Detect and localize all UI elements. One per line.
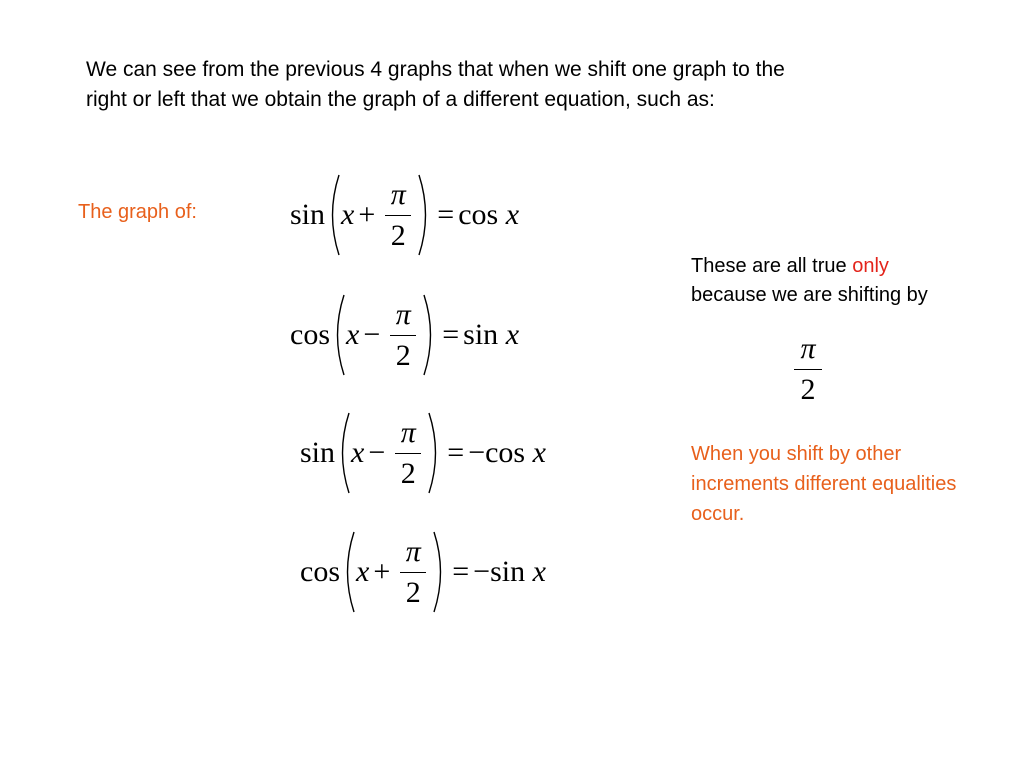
equation-4 bbox=[300, 527, 546, 617]
shift-amount bbox=[794, 332, 822, 405]
equation-variable: x bbox=[351, 436, 365, 469]
rhs-variable: x bbox=[532, 436, 546, 469]
fraction-denominator: 2 bbox=[405, 575, 421, 609]
left-paren bbox=[325, 173, 341, 257]
fraction-numerator: π bbox=[405, 534, 421, 568]
equation-2 bbox=[290, 290, 519, 380]
note-emphasis: only bbox=[852, 255, 889, 277]
left-paren bbox=[340, 530, 356, 614]
equation-function: cos bbox=[300, 555, 340, 588]
intro-line-2: right or left that we obtain the graph of a different equation, such as: bbox=[86, 88, 715, 111]
equals-sign: = bbox=[452, 555, 470, 588]
left-paren bbox=[335, 411, 351, 495]
rhs-function: cos bbox=[458, 198, 499, 231]
rhs-sign: − bbox=[473, 555, 491, 588]
equation-operator: + bbox=[373, 555, 391, 588]
pi-over-two bbox=[385, 177, 411, 252]
note-text: These are all true bbox=[691, 255, 853, 277]
pi-over-two bbox=[390, 297, 416, 372]
fraction-numerator: π bbox=[390, 177, 406, 211]
right-paren bbox=[422, 293, 438, 377]
equation-1 bbox=[290, 170, 519, 260]
rhs-variable: x bbox=[505, 198, 520, 231]
explanation-note bbox=[691, 252, 928, 310]
rhs-sign: − bbox=[468, 436, 486, 469]
intro-line-1: We can see from the previous 4 graphs that when we shift one graph to the bbox=[86, 58, 785, 81]
equals-sign: = bbox=[447, 436, 465, 469]
rhs-function: sin bbox=[490, 555, 526, 588]
equation-operator: − bbox=[363, 318, 381, 351]
fraction-denominator: 2 bbox=[395, 338, 411, 372]
equation-variable: x bbox=[346, 318, 360, 351]
right-paren bbox=[427, 411, 443, 495]
fraction-denominator: 2 bbox=[400, 456, 416, 490]
fraction-numerator: π bbox=[800, 332, 816, 365]
rhs-variable: x bbox=[532, 555, 546, 588]
right-paren bbox=[417, 173, 433, 257]
right-paren bbox=[432, 530, 448, 614]
pi-over-two bbox=[794, 334, 822, 405]
warning-note: When you shift by other increments different equalities occur. bbox=[691, 443, 957, 525]
equation-function: sin bbox=[290, 198, 326, 231]
rhs-variable: x bbox=[505, 318, 520, 351]
fraction-denominator: 2 bbox=[800, 373, 816, 406]
fraction-denominator: 2 bbox=[390, 218, 406, 252]
graph-label: The graph of: bbox=[78, 201, 197, 223]
rhs-function: cos bbox=[485, 436, 526, 469]
equation-operator: − bbox=[368, 436, 386, 469]
intro-text bbox=[86, 55, 966, 115]
pi-over-two bbox=[395, 415, 421, 490]
equation-function: cos bbox=[290, 318, 330, 351]
fraction-numerator: π bbox=[400, 415, 416, 449]
pi-over-two bbox=[400, 534, 426, 609]
equation-function: sin bbox=[300, 436, 336, 469]
note-text-line-2: because we are shifting by bbox=[691, 284, 928, 306]
left-paren bbox=[330, 293, 346, 377]
rhs-function: sin bbox=[463, 318, 499, 351]
equation-3 bbox=[300, 408, 546, 498]
equals-sign: = bbox=[442, 318, 460, 351]
equation-operator: + bbox=[358, 198, 376, 231]
equals-sign: = bbox=[437, 198, 455, 231]
equation-variable: x bbox=[341, 198, 355, 231]
fraction-numerator: π bbox=[395, 297, 411, 331]
equation-variable: x bbox=[356, 555, 370, 588]
